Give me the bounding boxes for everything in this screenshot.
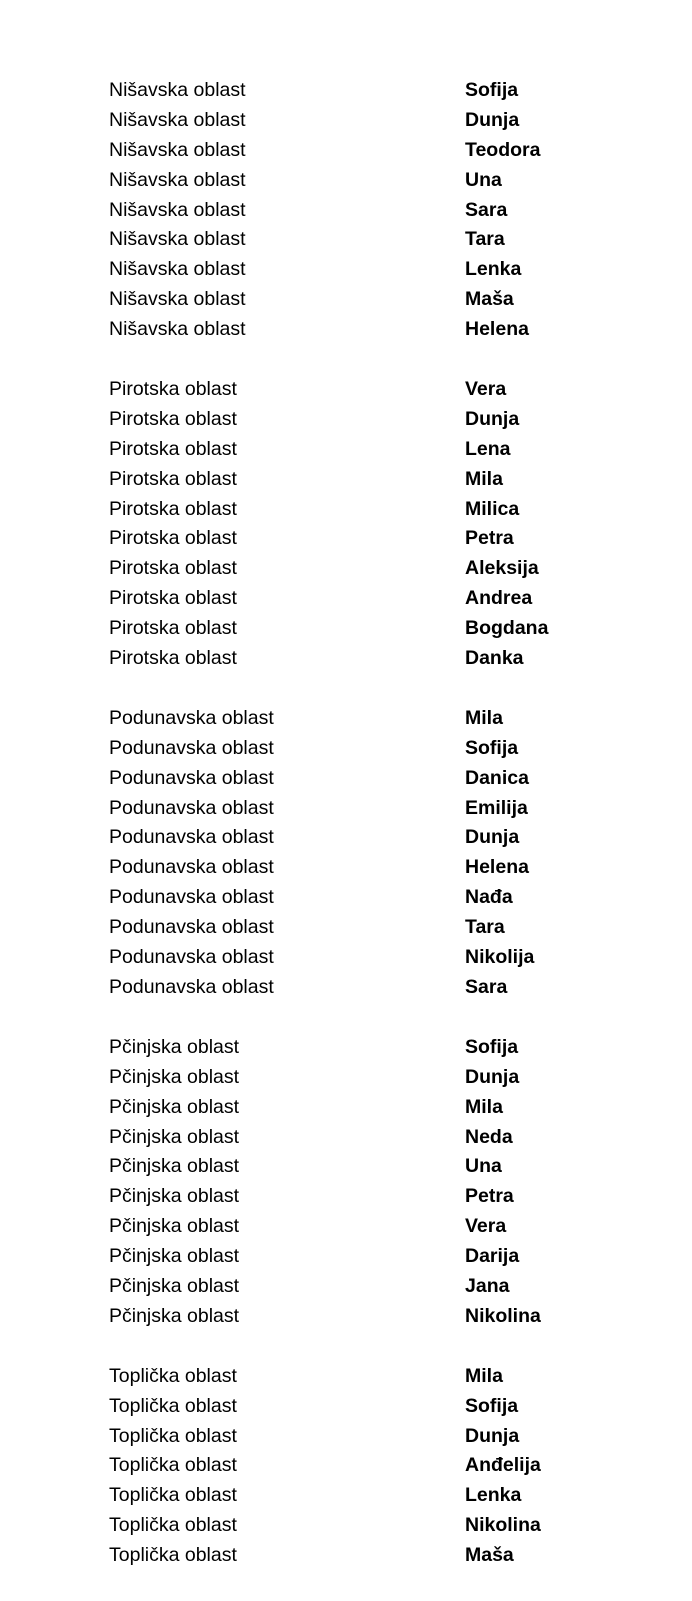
name-value: Dunja [465,108,520,131]
name-value: Andrea [465,587,533,610]
region-label: Podunavska oblast [109,856,274,879]
name-value: Bogdana [465,617,549,640]
name-value: Una [465,168,502,191]
region-label: Podunavska oblast [109,946,274,969]
list-item [0,734,692,764]
list-item [0,524,692,554]
list-item [0,255,692,285]
name-value: Anđelija [465,1454,541,1477]
name-value: Neda [465,1125,513,1148]
list-item [0,1272,692,1302]
region-label: Pčinjska oblast [109,1095,240,1118]
list-item [0,644,692,674]
list-item [0,106,692,136]
list-item [0,1422,692,1452]
region-label: Toplička oblast [109,1394,237,1417]
region-group [0,1033,692,1332]
name-value: Sofija [465,1035,519,1058]
list-item [0,225,692,255]
name-value: Darija [465,1245,520,1268]
region-label: Pirotska oblast [109,378,237,401]
list-item [0,883,692,913]
name-value: Dunja [465,407,520,430]
list-item [0,1451,692,1481]
name-value: Mila [465,1095,503,1118]
region-label: Podunavska oblast [109,796,274,819]
region-label: Pirotska oblast [109,497,237,520]
region-group [0,704,692,1003]
list-item [0,853,692,883]
region-label: Toplička oblast [109,1514,237,1537]
list-item [0,1362,692,1392]
region-label: Nišavska oblast [109,228,246,251]
region-label: Pčinjska oblast [109,1125,240,1148]
list-item [0,1511,692,1541]
name-value: Danica [465,766,529,789]
region-label: Nišavska oblast [109,318,246,341]
list-item [0,1392,692,1422]
name-value: Maša [465,1544,514,1567]
region-label: Pirotska oblast [109,527,237,550]
region-label: Podunavska oblast [109,886,274,909]
name-value: Maša [465,288,514,311]
list-item [0,1152,692,1182]
name-value: Sofija [465,1394,519,1417]
name-value: Petra [465,527,514,550]
region-label: Podunavska oblast [109,826,274,849]
name-value: Milica [465,497,520,520]
region-label: Pčinjska oblast [109,1304,240,1327]
list-item [0,913,692,943]
list-item [0,196,692,226]
region-label: Pirotska oblast [109,647,237,670]
list-item [0,465,692,495]
list-item [0,973,692,1003]
list-item [0,704,692,734]
name-value: Sofija [465,79,519,101]
list-item [0,76,692,106]
region-label: Toplička oblast [109,1484,237,1507]
region-group [0,375,692,674]
name-value: Teodora [465,138,541,161]
name-value: Sofija [465,736,519,759]
region-label: Pčinjska oblast [109,1035,240,1058]
list-item [0,375,692,405]
name-value: Lena [465,437,511,460]
region-label: Pirotska oblast [109,557,237,580]
region-label: Pirotska oblast [109,437,237,460]
list-item [0,1063,692,1093]
name-value: Sara [465,198,508,221]
name-value: Lenka [465,258,522,281]
list-item [0,405,692,435]
name-value: Vera [465,378,507,401]
region-label: Nišavska oblast [109,138,246,161]
name-value: Nikolina [465,1304,541,1327]
list-item [0,315,692,345]
region-label: Nišavska oblast [109,258,246,281]
name-value: Tara [465,228,505,251]
name-value: Emilija [465,796,528,819]
region-label: Pčinjska oblast [109,1155,240,1178]
region-label: Nišavska oblast [109,108,246,131]
list-item [0,166,692,196]
list-item [0,1302,692,1332]
name-value: Sara [465,975,508,998]
name-value: Petra [465,1185,514,1208]
list-item [0,1033,692,1063]
region-label: Toplička oblast [109,1364,237,1387]
region-label: Podunavska oblast [109,916,274,939]
region-label: Nišavska oblast [109,288,246,311]
name-list-document [0,76,692,1601]
name-value: Aleksija [465,557,539,580]
name-value: Vera [465,1215,507,1238]
name-value: Mila [465,1364,503,1387]
name-value: Tara [465,916,505,939]
list-item [0,943,692,973]
region-group [0,1362,692,1571]
region-label: Pčinjska oblast [109,1185,240,1208]
list-item [0,764,692,794]
region-label: Pirotska oblast [109,467,237,490]
region-label: Podunavska oblast [109,706,274,729]
list-item [0,1541,692,1571]
name-value: Nikolija [465,946,535,969]
list-item [0,495,692,525]
name-value: Mila [465,467,503,490]
region-label: Toplička oblast [109,1454,237,1477]
list-item [0,1212,692,1242]
region-label: Nišavska oblast [109,198,246,221]
name-value: Una [465,1155,502,1178]
name-value: Helena [465,856,529,879]
list-item [0,1093,692,1123]
name-value: Dunja [465,826,520,849]
region-label: Pčinjska oblast [109,1065,240,1088]
list-item [0,1182,692,1212]
list-item [0,285,692,315]
region-label: Toplička oblast [109,1424,237,1447]
region-label: Toplička oblast [109,1544,237,1567]
name-value: Nikolina [465,1514,541,1537]
name-value: Dunja [465,1065,520,1088]
region-label: Pirotska oblast [109,587,237,610]
name-value: Jana [465,1274,510,1297]
name-value: Dunja [465,1424,520,1447]
list-item [0,136,692,166]
list-item [0,1242,692,1272]
region-label: Nišavska oblast [109,168,246,191]
region-label: Podunavska oblast [109,766,274,789]
list-item [0,584,692,614]
list-item [0,1123,692,1153]
region-label: Podunavska oblast [109,975,274,998]
name-value: Nađa [465,886,513,909]
region-group [0,76,692,345]
list-item [0,435,692,465]
region-label: Podunavska oblast [109,736,274,759]
list-item [0,614,692,644]
region-label: Pirotska oblast [109,407,237,430]
name-value: Mila [465,706,503,729]
list-item [0,554,692,584]
region-label: Pirotska oblast [109,617,237,640]
region-label: Pčinjska oblast [109,1215,240,1238]
region-label: Pčinjska oblast [109,1274,240,1297]
name-value: Helena [465,318,529,341]
name-value: Danka [465,647,524,670]
list-item [0,794,692,824]
list-item [0,1481,692,1511]
region-label: Pčinjska oblast [109,1245,240,1268]
list-item [0,823,692,853]
region-label: Nišavska oblast [109,79,246,101]
name-value: Lenka [465,1484,522,1507]
